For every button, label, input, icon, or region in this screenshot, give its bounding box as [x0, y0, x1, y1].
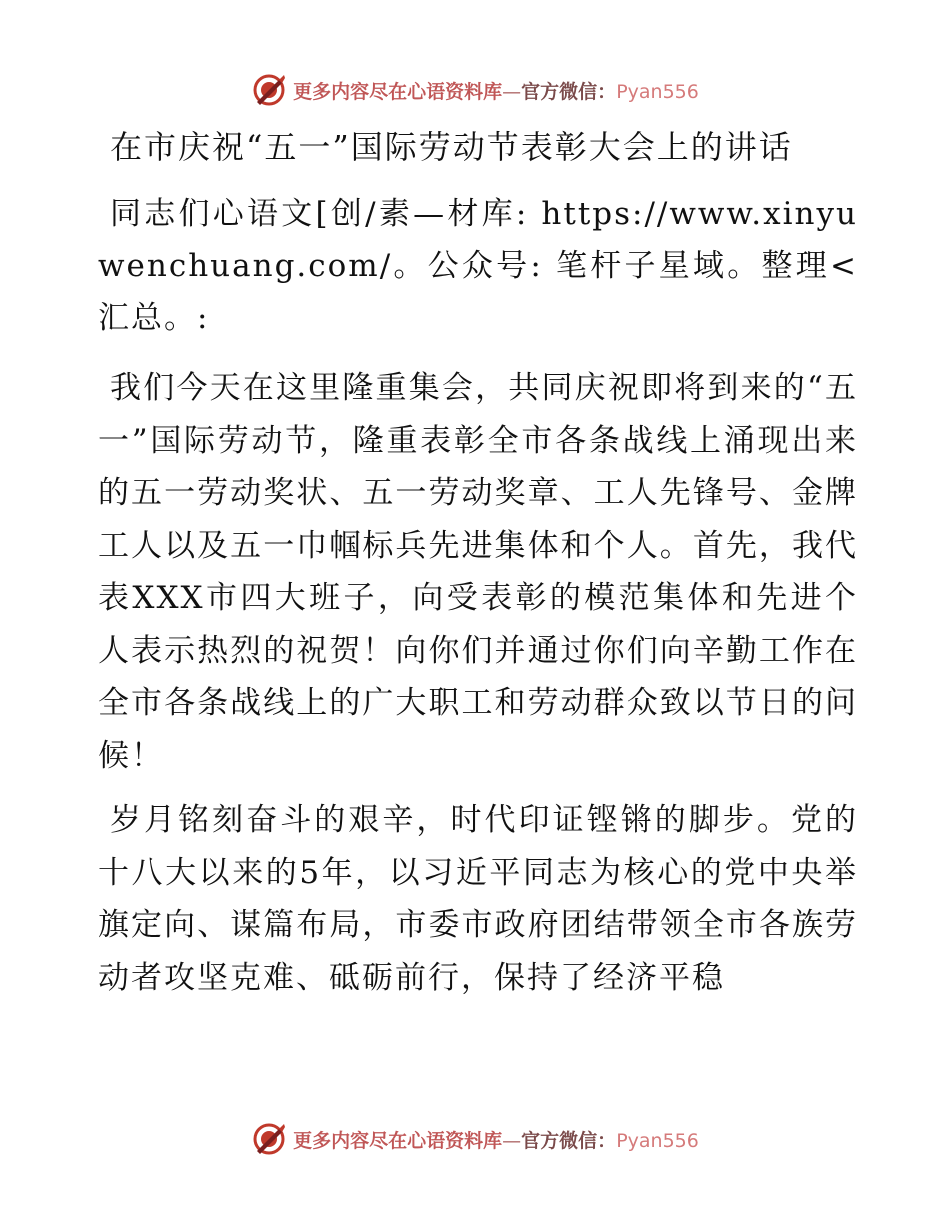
header-banner — [0, 68, 950, 112]
banner-separator: — — [502, 1129, 522, 1152]
banner-text — [293, 1126, 699, 1153]
footer-banner — [0, 1117, 950, 1161]
banner-separator: — — [502, 80, 522, 103]
banner-wechat-handle: Pyan556 — [616, 80, 699, 103]
banner-text — [293, 77, 699, 104]
banner-official-label: 官方微信： — [521, 1129, 617, 1152]
banner-lead: 更多内容尽在心语资料库 — [293, 80, 503, 103]
banner-lead: 更多内容尽在心语资料库 — [293, 1129, 503, 1152]
intro-paragraph: 同志们心语文[创/素—材库: https://www.xinyuwenchuang.com/。公众号: 笔杆子星域。整理<汇总。: — [98, 196, 858, 336]
banner-official-label: 官方微信： — [521, 80, 617, 103]
pen-logo-icon — [251, 1121, 287, 1157]
pen-logo-icon — [251, 72, 287, 108]
body-paragraph-1: 我们今天在这里隆重集会，共同庆祝即将到来的“五一”国际劳动节，隆重表彰全市各条战线上涌现出来的五一劳动奖状、五一劳动奖章、工人先锋号、金牌工人以及五一巾帼标兵先进集体和个人。首先，我代表XXX市四大班子，向受表彰的模范集体和先进个人表示热烈的祝贺！向你们并通过你们向辛勤工作在全市各条战线上的广大职工和劳动群众致以节日的问候！ — [98, 370, 858, 774]
body-paragraph-2: 岁月铭刻奋斗的艰辛，时代印证铿锵的脚步。党的十八大以来的5年，以习近平同志为核心的党中央举旗定向、谋篇布局，市委市政府团结带领全市各族劳动者攻坚克难、砥砺前行，保持了经济平稳 — [98, 802, 858, 996]
document-body — [98, 118, 858, 1016]
banner-wechat-handle: Pyan556 — [616, 1129, 699, 1152]
document-title: 在市庆祝“五一”国际劳动节表彰大会上的讲话 — [110, 128, 793, 166]
